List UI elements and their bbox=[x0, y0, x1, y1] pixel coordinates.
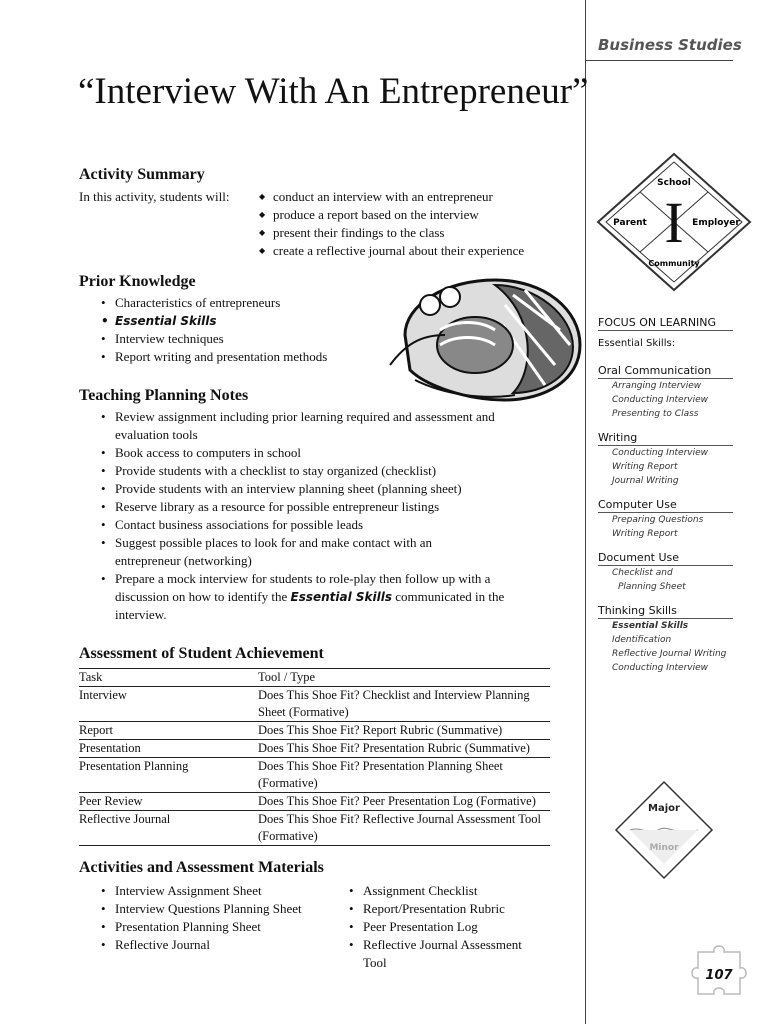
skill-item: Preparing Questions bbox=[612, 515, 704, 525]
activity-summary bbox=[79, 166, 569, 258]
skill-item-text: Identification bbox=[612, 635, 672, 645]
list-item: • Essential Skills bbox=[101, 312, 399, 330]
list-item bbox=[101, 570, 545, 624]
list-item: ◆ produce a report based on the interview bbox=[259, 206, 524, 224]
list-item: • Contact business associations for possible leads bbox=[101, 516, 541, 534]
materials-heading: Activities and Assessment Materials bbox=[79, 859, 324, 876]
note-text: communicated in the interview. bbox=[115, 589, 505, 622]
section-label: Business Studies bbox=[598, 36, 742, 54]
skill-group bbox=[598, 604, 733, 675]
table-cell: Reflective Journal bbox=[79, 811, 258, 846]
skill-group bbox=[598, 498, 733, 541]
assessment-heading: Assessment of Student Achievement bbox=[79, 645, 324, 662]
list-item: • Peer Presentation Log bbox=[349, 918, 529, 936]
table-cell: Does This Shoe Fit? Peer Presentation Log (Formative) bbox=[258, 793, 550, 811]
skill-group bbox=[598, 551, 733, 594]
table-cell: Does This Shoe Fit? Presentation Rubric (Summative) bbox=[258, 740, 550, 758]
table-cell: Peer Review bbox=[79, 793, 258, 811]
minor-label: Minor bbox=[649, 843, 679, 853]
skill-group bbox=[598, 431, 733, 488]
skill-group-title: Thinking Skills bbox=[598, 604, 733, 619]
table-cell: Does This Shoe Fit? Reflective Journal Assessment Tool (Formative) bbox=[258, 811, 550, 846]
list-item: • Report writing and presentation methods bbox=[101, 348, 399, 366]
activity-summary-intro: In this activity, students will: bbox=[79, 189, 230, 204]
page-title: “Interview With An Entrepreneur” bbox=[78, 71, 589, 112]
table-row bbox=[79, 687, 550, 722]
diamond-bottom-label: Community bbox=[648, 259, 700, 268]
diamond-top-label: School bbox=[657, 178, 691, 188]
list-item: • Assignment Checklist bbox=[349, 882, 529, 900]
skill-group bbox=[598, 364, 733, 421]
school-parent-employer-diamond-icon bbox=[594, 150, 754, 295]
skill-item: Reflective Journal Writing bbox=[612, 649, 727, 659]
prior-knowledge bbox=[79, 273, 399, 366]
list-item: • Reflective Journal bbox=[101, 936, 331, 954]
focus-heading: FOCUS ON LEARNING bbox=[598, 316, 733, 331]
list-item: • Provide students with a checklist to stay organized (checklist) bbox=[101, 462, 541, 480]
list-item: • Review assignment including prior learning required and assessment and evaluation tools bbox=[101, 408, 541, 444]
list-item: • Report/Presentation Rubric bbox=[349, 900, 529, 918]
table-cell: Presentation bbox=[79, 740, 258, 758]
table-cell: Report bbox=[79, 722, 258, 740]
skill-item: Conducting Interview bbox=[612, 663, 709, 673]
activity-summary-list bbox=[259, 188, 524, 260]
table-cell: Does This Shoe Fit? Presentation Planning Sheet (Formative) bbox=[258, 758, 550, 793]
note-text: Prepare a mock interview for students to role-play then follow up with a discussion on how to identify the bbox=[115, 571, 491, 604]
teaching-notes bbox=[79, 387, 559, 624]
skill-item: Conducting Interview bbox=[612, 448, 709, 458]
table-header-row bbox=[79, 669, 550, 687]
column-header: Task bbox=[79, 669, 258, 687]
list-item: • Interview Questions Planning Sheet bbox=[101, 900, 331, 918]
diamond-left-label: Parent bbox=[613, 218, 647, 228]
skill-item: Presenting to Class bbox=[612, 409, 699, 419]
table-cell: Interview bbox=[79, 687, 258, 722]
teaching-notes-heading: Teaching Planning Notes bbox=[79, 387, 249, 404]
skill-item: Writing Report bbox=[612, 462, 678, 472]
skill-item: Journal Writing bbox=[612, 476, 679, 486]
diamond-right-label: Employer bbox=[692, 218, 740, 228]
puzzle-piece-icon bbox=[690, 940, 750, 1000]
list-item: • Provide students with an interview planning sheet (planning sheet) bbox=[101, 480, 541, 498]
list-item: ◆ present their findings to the class bbox=[259, 224, 524, 242]
assessment-table bbox=[79, 668, 550, 846]
focus-on-learning bbox=[598, 316, 733, 675]
table-row bbox=[79, 793, 550, 811]
list-item: • Presentation Planning Sheet bbox=[101, 918, 331, 936]
table-cell: Does This Shoe Fit? Checklist and Interview Planning Sheet (Formative) bbox=[258, 687, 550, 722]
list-item: • Reflective Journal Assessment Tool bbox=[349, 936, 529, 972]
skill-group-title: Writing bbox=[598, 431, 733, 446]
table-cell: Presentation Planning bbox=[79, 758, 258, 793]
table-row bbox=[79, 811, 550, 846]
diamond-center-letter: I bbox=[664, 190, 684, 255]
list-item: • Interview Assignment Sheet bbox=[101, 882, 331, 900]
skill-item: Planning Sheet bbox=[618, 582, 686, 592]
skill-item: Checklist and bbox=[612, 568, 673, 578]
column-header: Tool / Type bbox=[258, 669, 550, 687]
list-item: ◆ conduct an interview with an entrepreneur bbox=[259, 188, 524, 206]
major-minor-diamond-icon bbox=[612, 778, 716, 882]
activity-summary-heading: Activity Summary bbox=[79, 166, 205, 183]
skill-item bbox=[598, 619, 733, 647]
skill-item: Writing Report bbox=[612, 529, 678, 539]
skill-group-title: Document Use bbox=[598, 551, 733, 566]
table-row bbox=[79, 722, 550, 740]
prior-knowledge-heading: Prior Knowledge bbox=[79, 273, 196, 290]
materials-section bbox=[79, 859, 559, 970]
assessment-section bbox=[79, 645, 551, 846]
list-item: • Characteristics of entrepreneurs bbox=[101, 294, 399, 312]
header-rule bbox=[585, 60, 733, 61]
table-row bbox=[79, 740, 550, 758]
sneaker-illustration bbox=[385, 275, 585, 405]
skill-item: Arranging Interview bbox=[612, 381, 702, 391]
list-item: • Book access to computers in school bbox=[101, 444, 541, 462]
table-cell: Does This Shoe Fit? Report Rubric (Summative) bbox=[258, 722, 550, 740]
margin-rule bbox=[585, 0, 586, 1024]
essential-skills-emphasis: Essential Skills bbox=[290, 590, 393, 604]
list-item: • Suggest possible places to look for and make contact with an entrepreneur (networking) bbox=[101, 534, 465, 570]
list-item: • Interview techniques bbox=[101, 330, 399, 348]
table-row bbox=[79, 758, 550, 793]
skill-group-title: Oral Communication bbox=[598, 364, 733, 379]
list-item: • Reserve library as a resource for possible entrepreneur listings bbox=[101, 498, 541, 516]
major-label: Major bbox=[648, 803, 680, 814]
focus-subheading: Essential Skills: bbox=[598, 338, 676, 349]
skill-item: Conducting Interview bbox=[612, 395, 709, 405]
essential-skills-emphasis: Essential Skills bbox=[612, 621, 689, 631]
list-item: ◆ create a reflective journal about their experience bbox=[259, 242, 524, 260]
page-number: 107 bbox=[705, 968, 733, 983]
skill-group-title: Computer Use bbox=[598, 498, 733, 513]
